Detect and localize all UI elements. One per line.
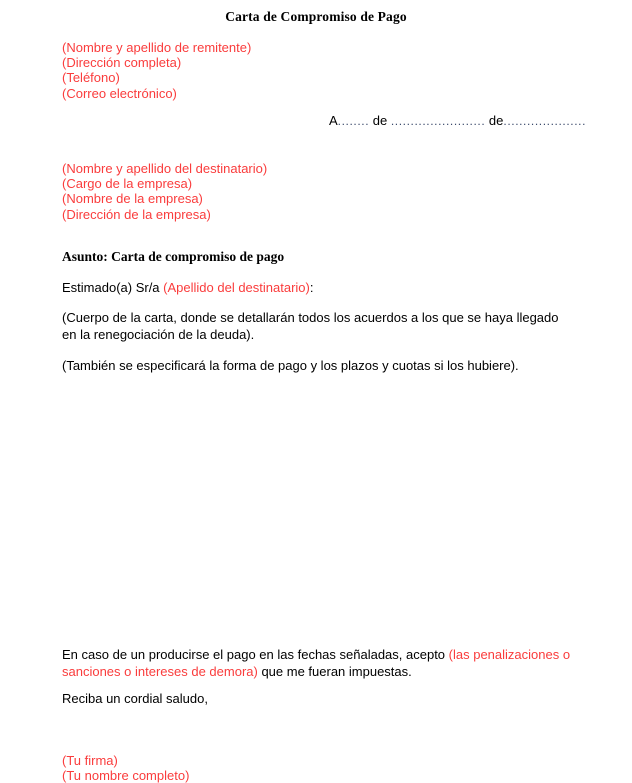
greeting-line xyxy=(62,280,313,295)
date-dots-year: ..................... xyxy=(503,114,587,128)
sender-line: (Nombre y apellido de remitente) xyxy=(62,40,252,55)
recipient-line: (Cargo de la empresa) xyxy=(62,176,193,192)
signature-block xyxy=(62,753,189,783)
recipient-address-block xyxy=(62,161,267,222)
date-dots-month: ........................ xyxy=(390,114,486,128)
sender-address-block xyxy=(62,40,251,101)
greeting-salutation: Estimado(a) Sr/a xyxy=(62,280,164,295)
date-middle: de xyxy=(372,113,388,128)
date-dots-city: ........ xyxy=(337,114,370,128)
greeting-colon: : xyxy=(309,280,314,295)
sender-line: (Teléfono) xyxy=(62,70,120,86)
acceptance-placeholder: (las penalizaciones o sanciones o intereses de demora) xyxy=(62,647,571,679)
acceptance-text-end: que me fueran impuestas. xyxy=(257,664,412,679)
subject-line: Asunto: Carta de compromiso de pago xyxy=(62,249,285,264)
date-prefix: A xyxy=(329,113,338,128)
acceptance-paragraph xyxy=(62,646,574,680)
sender-line: (Correo electrónico) xyxy=(62,85,177,101)
page-title: Carta de Compromiso de Pago xyxy=(225,9,407,24)
recipient-line: (Nombre y apellido del destinatario) xyxy=(62,161,268,176)
acceptance-text-start: En caso de un producirse el pago en las fechas señaladas, acepto xyxy=(62,647,449,662)
body-paragraph: (Cuerpo de la carta, donde se detallarán todos los acuerdos a los que se haya llegado en la renegociación de la deuda). xyxy=(62,310,559,342)
farewell-line: Reciba un cordial saludo, xyxy=(62,691,208,706)
date-line xyxy=(329,113,586,129)
date-suffix: de xyxy=(488,113,504,128)
sender-line: (Dirección completa) xyxy=(62,55,182,71)
recipient-line: (Nombre de la empresa) xyxy=(62,191,203,207)
body-paragraph: (También se especificará la forma de pago y los plazos y cuotas si los hubiere). xyxy=(62,358,519,373)
recipient-line: (Dirección de la empresa) xyxy=(62,206,211,222)
signature-line: (Tu nombre completo) xyxy=(62,768,190,783)
greeting-placeholder: (Apellido del destinatario) xyxy=(163,280,310,295)
signature-line: (Tu firma) xyxy=(62,753,118,768)
